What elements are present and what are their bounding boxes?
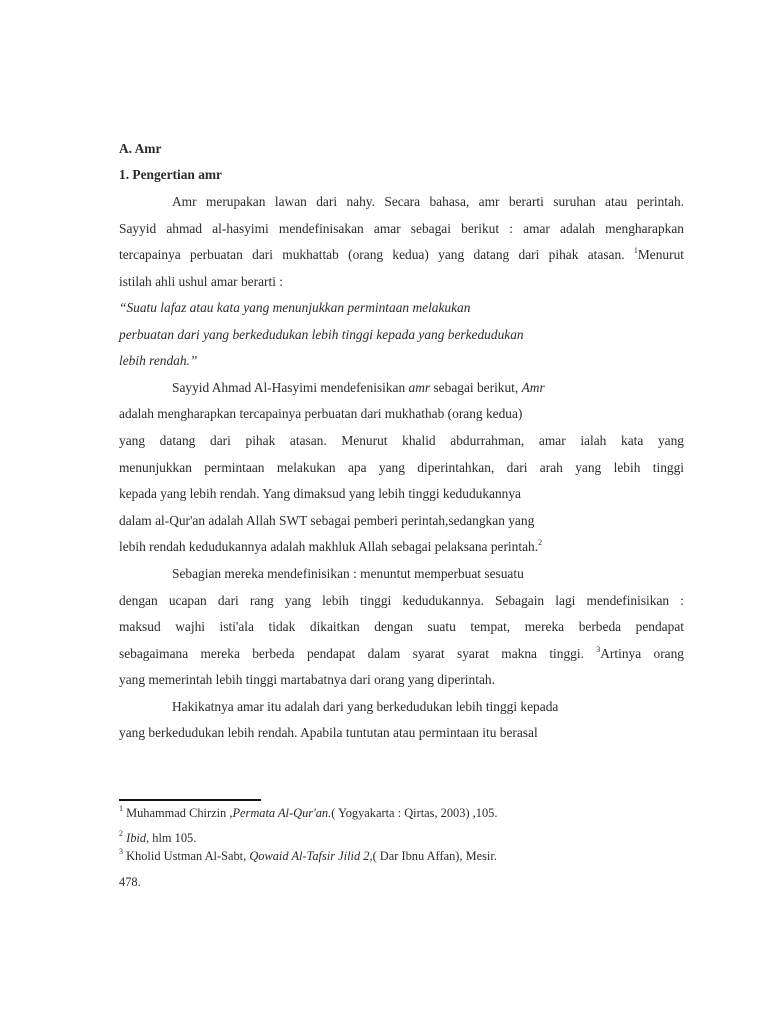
paragraph-3-line-5: yang memerintah lebih tinggi martabatnya dari orang yang diperintah. [119, 672, 495, 687]
paragraph-3-line-1: Sebagian mereka mendefinisikan : menuntut memperbuat sesuatu [172, 566, 524, 581]
subsection-heading: 1. Pengertian amr [119, 167, 223, 182]
paragraph-2-line-1: Sayyid Ahmad Al-Hasyimi mendefenisikan amr sebagai berikut, Amr [172, 380, 545, 395]
footnote-ref-2: 2 [538, 538, 543, 547]
paragraph-2-line-7: lebih rendah kedudukannya adalah makhluk Allah sebagai pelaksana perintah.$^2$ [119, 538, 543, 554]
paragraph-1-line-4: istilah ahli ushul amar berarti : [119, 274, 283, 289]
paragraph-4-line-2: yang berkedudukan lebih rendah. Apabila tuntutan atau permintaan itu berasal [119, 725, 538, 740]
paragraph-2-line-5: kepada yang lebih rendah. Yang dimaksud yang lebih tinggi kedudukannya [119, 486, 522, 501]
footnote-3: $^3$ Kholid Ustman Al-Sabt, Qowaid Al-Tafsir Jilid 2,( Dar Ibnu Affan), Mesir. [119, 847, 497, 863]
quote-line-3: lebih rendah.” [119, 353, 198, 368]
paragraph-3-line-3: maksud wajhi isti'ala tidak dikaitkan dengan suatu tempat, mereka berbeda pendapat [119, 619, 684, 634]
section-heading: A. Amr [119, 141, 162, 156]
paragraph-2-line-3: yang datang dari pihak atasan. Menurut khalid abdurrahman, amar ialah kata yang [119, 433, 684, 448]
paragraph-2-line-6: dalam al-Qur'an adalah Allah SWT sebagai pemberi perintah,sedangkan yang [119, 513, 535, 528]
quote-line-2: perbuatan dari yang berkedudukan lebih tinggi kepada yang berkedudukan [119, 327, 524, 342]
paragraph-1-line-3: tercapainya perbuatan dari mukhattab (orang kedua) yang datang dari pihak atasan. $^1$Menurut [119, 246, 684, 262]
footnote-1: $^1$ Muhammad Chirzin ,Permata Al-Qur'an.( Yogyakarta : Qirtas, 2003) ,105. [119, 804, 498, 820]
footnote-2: $^2$ Ibid, hlm 105. [119, 829, 197, 845]
footnote-ref-1: 1 [633, 246, 638, 255]
paragraph-2-line-2: adalah mengharapkan tercapainya perbuatan dari mukhathab (orang kedua) [119, 406, 523, 421]
paragraph-2-line-4: menunjukkan permintaan melakukan apa yang diperintahkan, dari arah yang lebih tinggi [119, 460, 684, 475]
footnote-ref-3: 3 [596, 645, 601, 654]
paragraph-1-line-2: Sayyid ahmad al-hasyimi mendefinisakan amar sebagai berikut : amar adalah mengharapkan [119, 221, 684, 236]
footnote-3-continuation: 478. [119, 875, 141, 889]
paragraph-3-line-2: dengan ucapan dari rang yang lebih tinggi kedudukannya. Sebagain lagi mendefinisikan : [119, 593, 684, 608]
footnote-separator [119, 799, 261, 801]
paragraph-4-line-1: Hakikatnya amar itu adalah dari yang berkedudukan lebih tinggi kepada [172, 699, 559, 714]
paragraph-3-line-4: sebagaimana mereka berbeda pendapat dalam syarat syarat makna tinggi. $^3$Artinya orang [119, 645, 684, 661]
quote-line-1: “Suatu lafaz atau kata yang menunjukkan permintaan melakukan [119, 300, 471, 315]
paragraph-1-line-1: Amr merupakan lawan dari nahy. Secara bahasa, amr berarti suruhan atau perintah. [172, 194, 684, 209]
